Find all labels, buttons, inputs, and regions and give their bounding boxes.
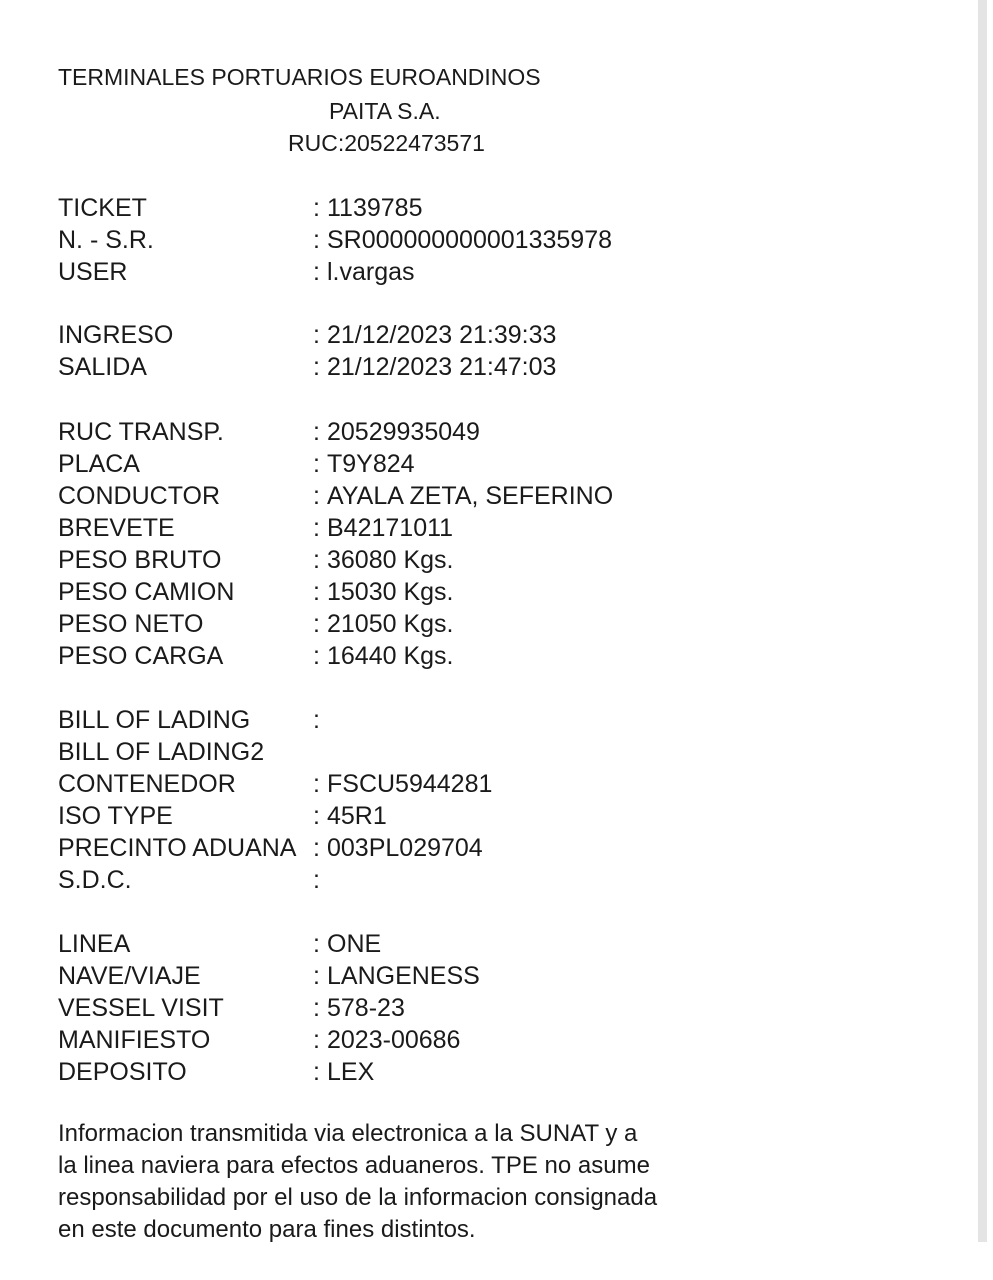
- field-value: 20529935049: [327, 418, 480, 446]
- field-value: 45R1: [327, 802, 387, 830]
- disclaimer-line: Informacion transmitida via electronica a la SUNAT y a: [58, 1120, 638, 1147]
- field-colon: :: [313, 418, 320, 446]
- field-colon: :: [313, 1026, 320, 1054]
- field-value: 16440 Kgs.: [327, 642, 454, 670]
- field-label: NAVE/VIAJE: [58, 962, 201, 990]
- field-colon: :: [313, 994, 320, 1022]
- field-value: SR000000000001335978: [327, 226, 612, 254]
- field-label: PLACA: [58, 450, 140, 478]
- company-name-line1: TERMINALES PORTUARIOS EUROANDINOS: [58, 64, 541, 90]
- field-label: MANIFIESTO: [58, 1026, 211, 1054]
- field-label: BILL OF LADING2: [58, 738, 265, 766]
- field-label: PESO BRUTO: [58, 546, 222, 574]
- field-value: AYALA ZETA, SEFERINO: [327, 482, 614, 510]
- field-label: RUC TRANSP.: [58, 418, 224, 446]
- field-label: INGRESO: [58, 321, 174, 349]
- field-label: DEPOSITO: [58, 1058, 187, 1086]
- field-colon: :: [313, 642, 320, 670]
- field-colon: :: [313, 610, 320, 638]
- field-value: 36080 Kgs.: [327, 546, 454, 574]
- field-colon: :: [313, 546, 320, 574]
- field-colon: :: [313, 802, 320, 830]
- field-colon: :: [313, 482, 320, 510]
- field-label: VESSEL VISIT: [58, 994, 224, 1022]
- field-value: 21050 Kgs.: [327, 610, 454, 638]
- field-value: 21/12/2023 21:39:33: [327, 321, 557, 349]
- field-label: CONDUCTOR: [58, 482, 221, 510]
- field-label: PESO NETO: [58, 610, 204, 638]
- field-value: B42171011: [327, 514, 454, 542]
- field-label: CONTENEDOR: [58, 770, 236, 798]
- field-colon: :: [313, 962, 320, 990]
- field-value: 578-23: [327, 994, 405, 1022]
- field-colon: :: [313, 194, 320, 222]
- field-colon: :: [313, 866, 320, 894]
- field-label: ISO TYPE: [58, 802, 173, 830]
- field-label: S.D.C.: [58, 866, 132, 894]
- field-value: 21/12/2023 21:47:03: [327, 353, 557, 381]
- field-label: SALIDA: [58, 353, 147, 381]
- field-value: l.vargas: [327, 258, 415, 286]
- field-colon: :: [313, 834, 320, 862]
- field-colon: :: [313, 258, 320, 286]
- field-colon: :: [313, 930, 320, 958]
- field-label: LINEA: [58, 930, 131, 958]
- field-colon: :: [313, 706, 320, 734]
- disclaimer-line: en este documento para fines distintos.: [58, 1216, 476, 1243]
- field-colon: :: [313, 321, 320, 349]
- field-value: ONE: [327, 930, 382, 958]
- field-value: LANGENESS: [327, 962, 480, 990]
- field-label: PESO CAMION: [58, 578, 235, 606]
- field-colon: :: [313, 578, 320, 606]
- company-ruc: RUC:20522473571: [288, 130, 485, 156]
- field-colon: :: [313, 226, 320, 254]
- field-label: PESO CARGA: [58, 642, 224, 670]
- field-value: LEX: [327, 1058, 375, 1086]
- field-colon: :: [313, 353, 320, 381]
- field-label: USER: [58, 258, 128, 286]
- field-label: N. - S.R.: [58, 226, 154, 254]
- company-name-line2: PAITA S.A.: [329, 98, 441, 124]
- field-value: 15030 Kgs.: [327, 578, 454, 606]
- field-value: 2023-00686: [327, 1026, 461, 1054]
- field-label: BILL OF LADING: [58, 706, 251, 734]
- field-colon: :: [313, 450, 320, 478]
- field-label: PRECINTO ADUANA: [58, 834, 297, 862]
- field-label: BREVETE: [58, 514, 175, 542]
- field-colon: :: [313, 1058, 320, 1086]
- field-value: 1139785: [327, 194, 423, 222]
- field-value: 003PL029704: [327, 834, 483, 862]
- field-colon: :: [313, 514, 320, 542]
- disclaimer-line: responsabilidad por el uso de la informacion consignada: [58, 1184, 658, 1211]
- disclaimer-line: la linea naviera para efectos aduaneros. TPE no asume: [58, 1152, 650, 1179]
- field-value: T9Y824: [327, 450, 415, 478]
- field-value: FSCU5944281: [327, 770, 493, 798]
- field-label: TICKET: [58, 194, 147, 222]
- disclaimer-text: [58, 1118, 718, 1246]
- scrollbar[interactable]: [978, 0, 987, 1242]
- field-colon: :: [313, 770, 320, 798]
